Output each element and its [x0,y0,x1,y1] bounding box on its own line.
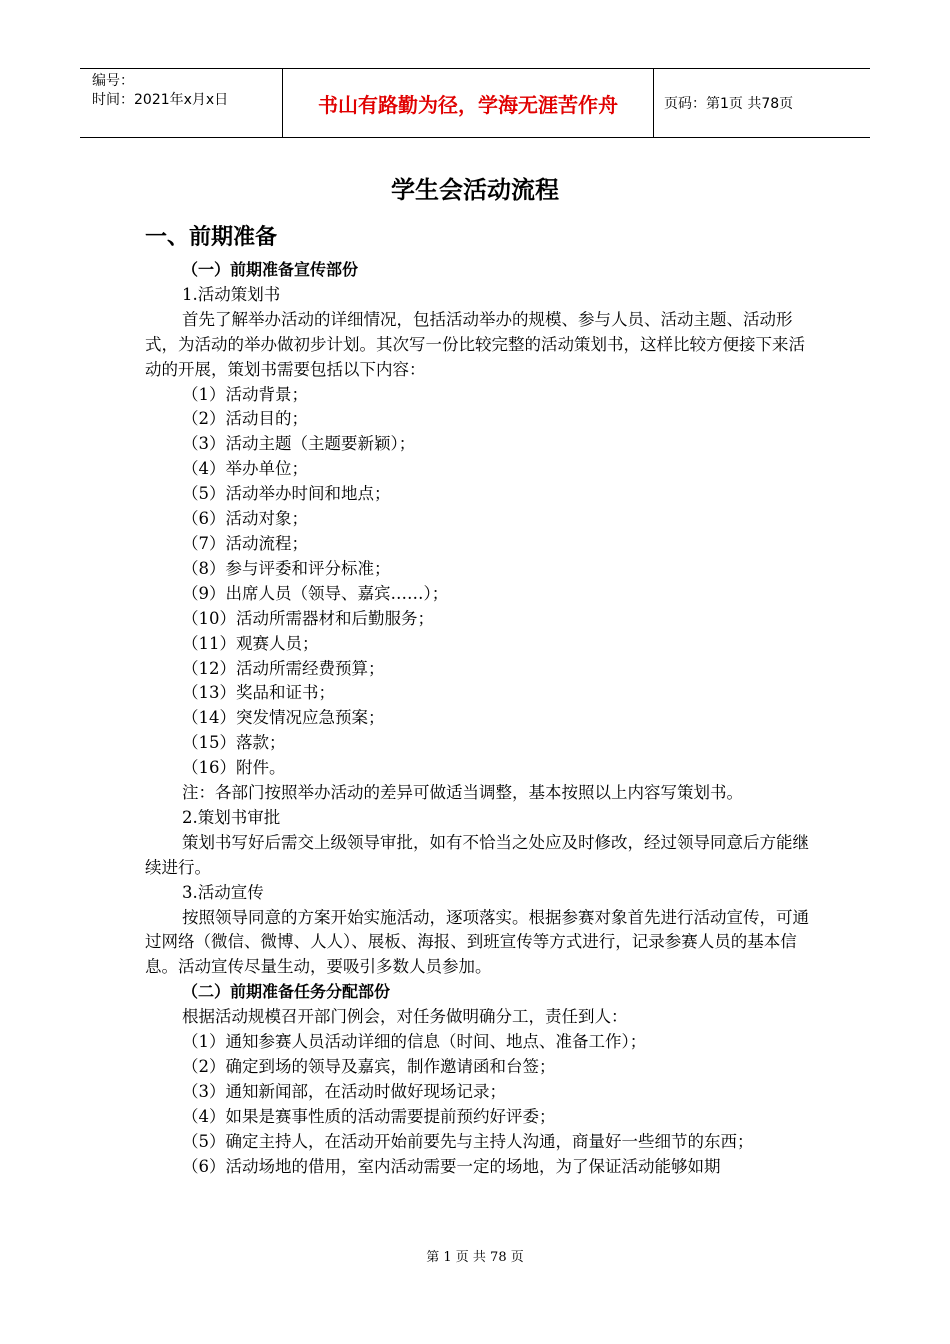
list-item: （3）通知新闻部，在活动时做好现场记录； [182,1081,506,1101]
list-item: （3）活动主题（主题要新颖）； [182,434,416,454]
section-heading: 一、前期准备 [145,225,278,250]
header-meta-cell [80,69,282,137]
motto: 书山有路勤为径，学海无涯苦作舟 [282,69,654,137]
paragraph: 首先了解举办活动的详细情况，包括活动举办的规模、参与人员、活动主题、活动形式，为活动的举办做初步计划。其次写一份比较完整的活动策划书，这样比较方便接下来活动的开展，策划书需要包括以下内容： [145,309,805,379]
list-item: （1）活动背景； [182,384,308,404]
page-title: 学生会活动流程 [391,176,559,204]
subsection-heading: （二）前期准备任务分配部份 [182,982,391,1002]
item-title: 3.活动宣传 [182,882,264,902]
header-table [80,68,870,138]
page-info: 页码：第1页 共78页 [664,96,794,112]
list-item: （16）附件。 [182,758,286,778]
note: 注：各部门按照举办活动的差异可做适当调整，基本按照以上内容写策划书。 [182,783,743,803]
list-item: （8）参与评委和评分标准； [182,558,391,578]
list-item: （5）确定主持人，在活动开始前要先与主持人沟通，商量好一些细节的东西； [182,1131,754,1151]
list-item: （4）举办单位； [182,459,308,479]
subsection-heading: （一）前期准备宣传部份 [182,260,359,279]
list-item: （5）活动举办时间和地点； [182,484,391,504]
number-label: 编号： [92,73,134,89]
item-title: 1.活动策划书 [182,284,281,304]
list-item: （2）确定到场的领导及嘉宾，制作邀请函和台签； [182,1057,556,1076]
list-item: （9）出席人员（领导、嘉宾……）； [182,583,449,603]
task-list [145,1030,810,1130]
paragraph: 按照领导同意的方案开始实施活动，逐项落实。根据参赛对象首先进行活动宣传，可通过网络（微信、微博、人人）、展板、海报、到班宣传等方式进行，记录参赛人员的基本信息。活动宣传尽量生动，要吸引多数人员参加。 [145,907,809,977]
paragraph: 根据活动规模召开部门例会，对任务做明确分工，责任到人： [182,1007,628,1027]
list-item: （2）活动目的； [182,409,308,429]
list-item: （10）活动所需器材和后勤服务； [182,608,434,628]
list-item: （1）通知参赛人员活动详细的信息（时间、地点、准备工作）； [182,1032,647,1052]
list-item: （13）奖品和证书； [182,683,335,703]
list-item: （11）观赛人员； [182,633,319,653]
item-title: 2.策划书审批 [182,807,281,827]
list-item: （14）突发情况应急预案； [182,708,385,728]
list-item: （7）活动流程； [182,533,308,553]
list-item: （6）活动对象； [182,509,308,529]
plan-list [145,383,810,782]
page-footer: 第 1 页 共 78 页 [426,1250,524,1265]
list-item: （15）落款； [182,733,286,753]
document-body [145,258,810,1180]
paragraph: 策划书写好后需交上级领导审批，如有不恰当之处应及时修改，经过领导同意后方能继续进行。 [145,832,809,877]
time-label: 时间：2021年x月x日 [92,92,229,108]
list-item: （6）活动场地的借用，室内活动需要一定的场地，为了保证活动能够如期 [182,1156,721,1176]
list-item: （12）活动所需经费预算； [182,658,385,678]
list-item: （4）如果是赛事性质的活动需要提前预约好评委； [182,1106,556,1126]
